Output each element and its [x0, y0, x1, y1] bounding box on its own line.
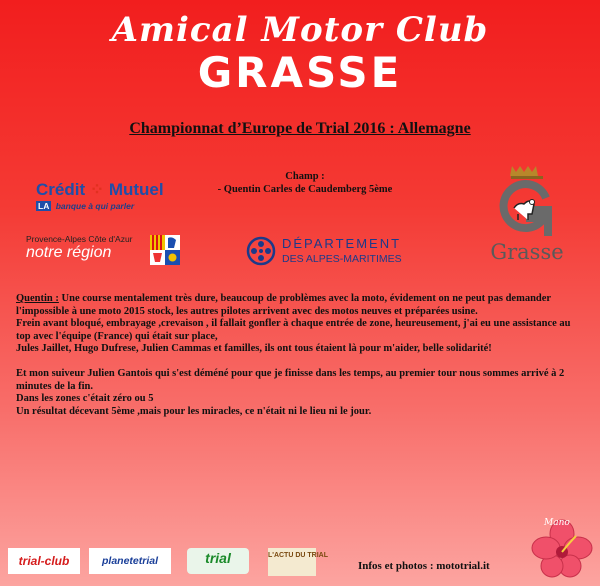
region-line2: notre région [26, 244, 112, 261]
paragraph-spacer [16, 356, 584, 368]
region-logo[interactable] [26, 234, 186, 268]
article-body [16, 293, 584, 418]
article-paragraph-1 [16, 293, 584, 318]
champ-heading: Champ : [285, 171, 325, 182]
departement-line1: DÉPARTEMENT [282, 236, 402, 251]
cm-name-part1: Crédit [36, 180, 86, 199]
departement-emblem-icon [246, 236, 276, 266]
club-name-line1: Amical Motor Club [111, 10, 489, 50]
cm-badge: LA [38, 201, 50, 211]
article-p3: Jules Jaillet, Hugo Dufrese, Julien Cammas et familles, ils ont tous étaient là pour m'aider, belle solidarité! [16, 343, 492, 355]
signature-text: Mano [544, 518, 570, 528]
region-line1: Provence-Alpes Côte d'Azur [26, 234, 133, 244]
cm-dots-icon: ⁘ [89, 180, 105, 199]
grasse-city-logo[interactable] [484, 162, 570, 266]
region-coat-of-arms-icon [150, 235, 180, 265]
champ-result [200, 170, 410, 196]
sponsor-trial-magazine[interactable]: trial [187, 548, 249, 574]
departement-line2: DES ALPES-MARITIMES [282, 253, 402, 265]
article-author: Quentin : [16, 293, 59, 304]
photo-credits: Infos et photos : mototrial.it [358, 560, 490, 572]
club-name-line2: GRASSE [197, 48, 403, 97]
page-title: Championnat d’Europe de Trial 2016 : Allemagne [129, 120, 471, 137]
champ-rider: - Quentin Carles de Caudemberg 5ème [217, 184, 393, 195]
article-p6: Un résultat décevant 5ème ,mais pour les miracles, ce n'était ni le lieu ni le jour. [16, 405, 372, 417]
article-p5: Dans les zones c'était zéro ou 5 [16, 393, 154, 405]
departement-logo[interactable] [246, 236, 426, 270]
grasse-word: Grasse [490, 240, 564, 264]
grasse-crest-icon [484, 162, 570, 242]
cm-tagline: banque à qui parler [55, 201, 135, 211]
sponsor-trial-club[interactable]: trial-club [8, 548, 80, 574]
article-p4: Et mon suiveur Julien Gantois qui s'est déméné pour que je finisse dans les temps, au premier tour nous sommes arrivé à 2 minutes de la fin. [16, 367, 565, 392]
credit-mutuel-logo[interactable] [36, 180, 176, 216]
article-p2: Frein avant bloqué, embrayage ,crevaison , il fallait gonfler à chaque entrée de zone, heureusement, j'ai eu une assistance au top avec l'équipe (France) qui était sur place, [16, 318, 571, 342]
hibiscus-signature [530, 512, 594, 578]
cm-name-part2: Mutuel [108, 180, 164, 199]
sponsor-planetetrial[interactable]: planetetrial [89, 548, 171, 574]
article-p1: Une course mentalement très dure, beaucoup de problèmes avec la moto, évidement on ne peut pas demander l'impossible à une moto 2015 stock, les autres pilotes arrivent avec des motos neuves et préparées usine. [16, 293, 551, 317]
sponsor-actu-du-trial[interactable]: L'ACTU DU TRIAL [268, 548, 316, 576]
